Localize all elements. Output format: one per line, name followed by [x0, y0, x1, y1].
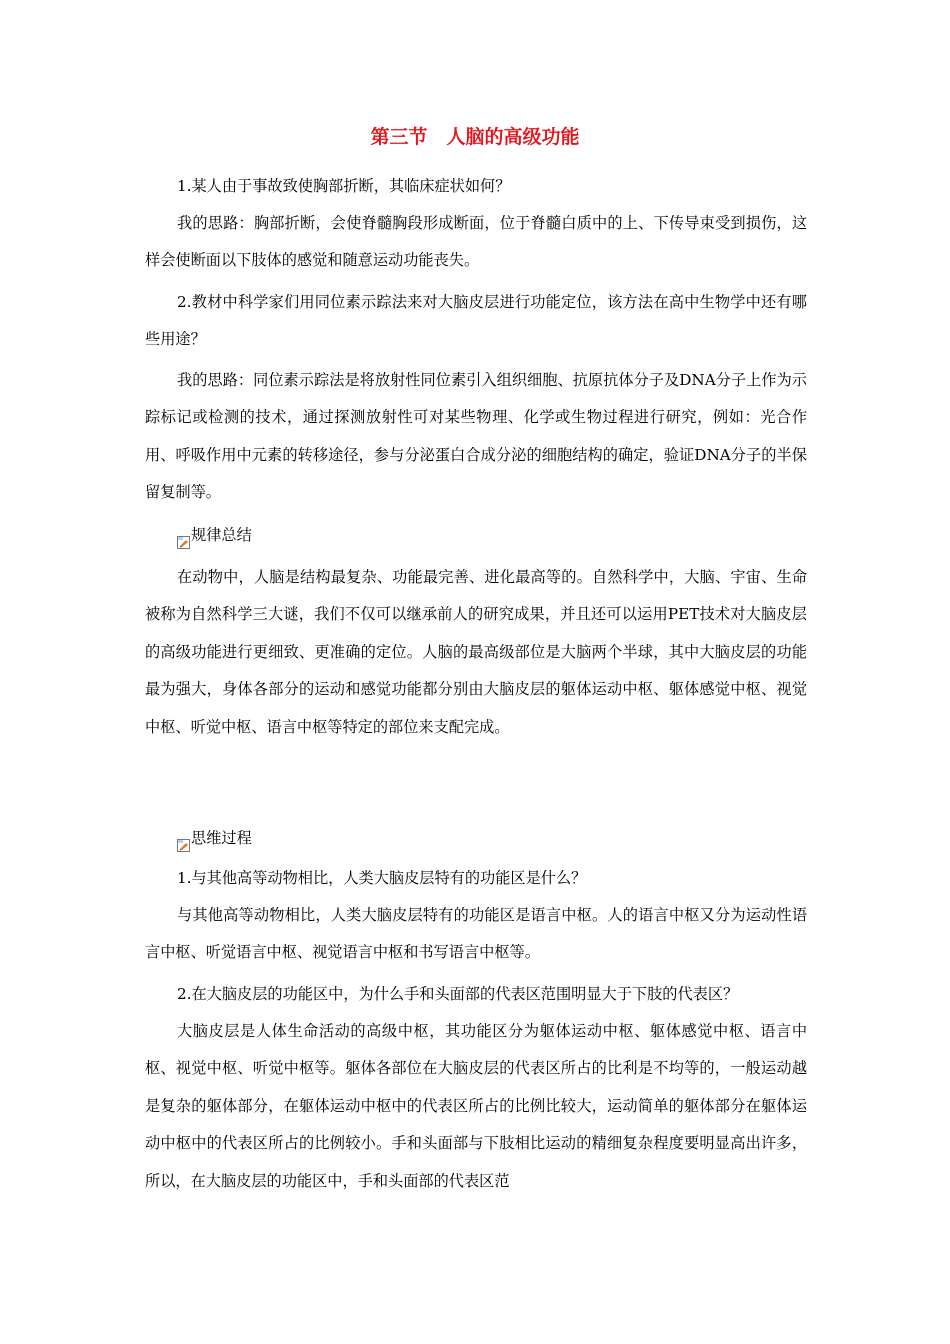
thinking-answer-1: 与其他高等动物相比，人类大脑皮层特有的功能区是语言中枢。人的语言中枢又分为运动性语言中枢、听觉语言中枢、视觉语言中枢和书写语言中枢等。: [145, 906, 807, 962]
section-heading-label: 规律总结: [191, 526, 252, 544]
document-icon: [177, 835, 190, 848]
question-1: 1.某人由于事故致使胸部折断，其临床症状如何？: [177, 177, 511, 195]
page-title: 第三节 人脑的高级功能: [370, 126, 580, 148]
question-2: 2.教材中科学家们用同位素示踪法来对大脑皮层进行功能定位，该方法在高中生物学中还有哪些用途？: [145, 293, 807, 349]
thinking-question-1: 1.与其他高等动物相比，人类大脑皮层特有的功能区是什么？: [177, 869, 587, 887]
section-heading-label: 思维过程: [191, 829, 252, 847]
answer-2: 我的思路：同位素示踪法是将放射性同位素引入组织细胞、抗原抗体分子及DNA分子上作为示踪标记或检测的技术，通过探测放射性可对某些物理、化学或生物过程进行研究，例如：光合作用、呼吸作用中元素的转移途径，参与分泌蛋白合成分泌的细胞结构的确定，验证DNA分子的半保留复制等。: [145, 371, 807, 502]
answer-1: 我的思路：胸部折断，会使脊髓胸段形成断面，位于脊髓白质中的上、下传导束受到损伤，这样会使断面以下肢体的感觉和随意运动功能丧失。: [145, 214, 807, 270]
document-icon: [177, 532, 190, 545]
thinking-question-2: 2.在大脑皮层的功能区中，为什么手和头面部的代表区范围明显大于下肢的代表区？: [177, 985, 739, 1003]
section-heading-summary: [177, 523, 252, 547]
thinking-answer-2: 大脑皮层是人体生命活动的高级中枢，其功能区分为躯体运动中枢、躯体感觉中枢、语言中枢、视觉中枢、听觉中枢等。躯体各部位在大脑皮层的代表区所占的比利是不均等的，一般运动越是复杂的躯体部分，在躯体运动中枢中的代表区所占的比例比较大，运动简单的躯体部分在躯体运动中枢中的代表区所占的比例较小。手和头面部与下肢相比运动的精细复杂程度要明显高出许多，所以，在大脑皮层的功能区中，手和头面部的代表区范: [145, 1022, 807, 1190]
section-heading-thinking: [177, 826, 252, 850]
summary-body: 在动物中，人脑是结构最复杂、功能最完善、进化最高等的。自然科学中，大脑、宇宙、生命被称为自然科学三大谜，我们不仅可以继承前人的研究成果，并且还可以运用PET技术对大脑皮层的高级功能进行更细致、更准确的定位。人脑的最高级部位是大脑两个半球，其中大脑皮层的功能最为强大，身体各部分的运动和感觉功能都分别由大脑皮层的躯体运动中枢、躯体感觉中枢、视觉中枢、听觉中枢、语言中枢等特定的部位来支配完成。: [145, 568, 807, 736]
